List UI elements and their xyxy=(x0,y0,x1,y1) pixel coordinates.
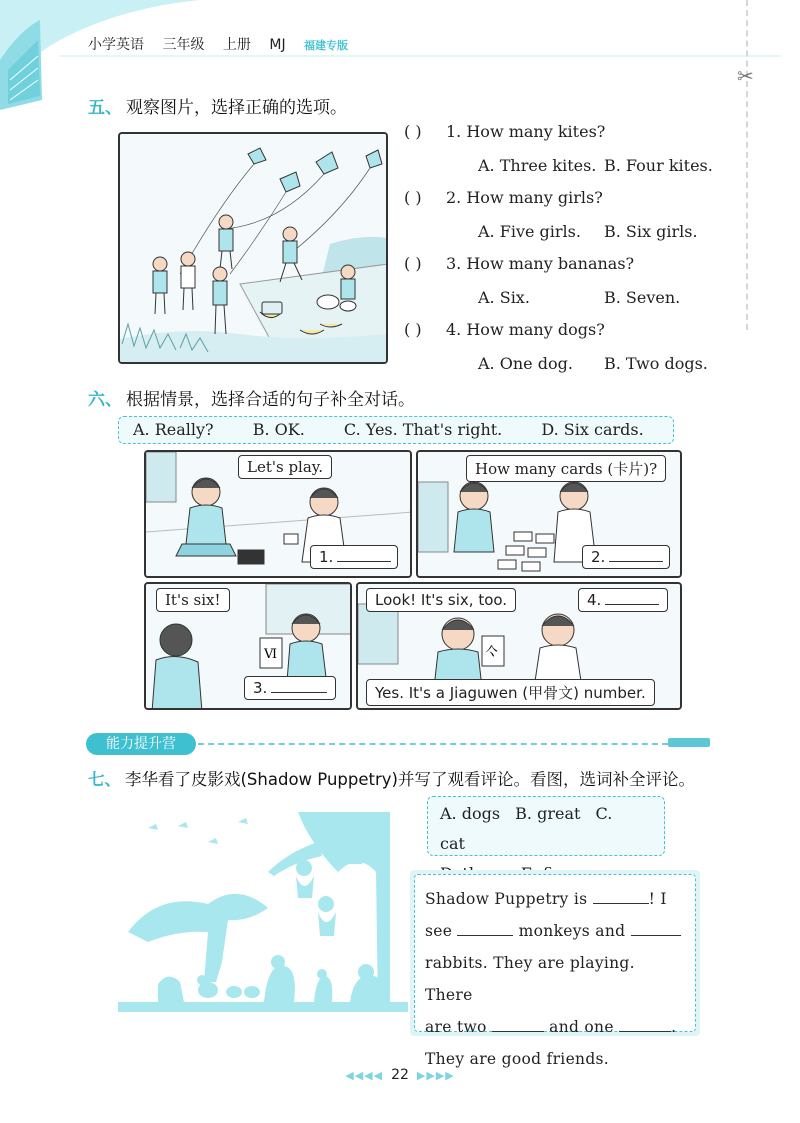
question-3-text: 3. How many bananas? xyxy=(446,254,635,273)
footer-right-arrows: ▶▶▶▶ xyxy=(416,1069,455,1082)
answer-bracket-1[interactable]: ( ) xyxy=(404,122,422,141)
panel-2-blank-label: 2. xyxy=(591,548,606,566)
review-sentence-1-end: ! I xyxy=(648,890,667,908)
question-2-option-a: A. Five girls. xyxy=(478,222,581,241)
header-special-edition: 福建专版 xyxy=(304,39,349,52)
ability-section-label: 能力提升营 xyxy=(86,733,196,755)
panel-3-card-text: Ⅵ xyxy=(264,647,278,662)
page-footer xyxy=(0,1067,800,1083)
question-3 xyxy=(404,254,634,273)
section5-number: 五、 xyxy=(88,98,122,118)
section6-number: 六、 xyxy=(88,390,122,410)
question-3-option-b: B. Seven. xyxy=(604,288,681,307)
review-blank-2[interactable] xyxy=(457,922,513,936)
review-sentence-6-end: . xyxy=(671,1018,677,1036)
question-1-text: 1. How many kites? xyxy=(446,122,606,141)
panel-4-answer-bubble: Yes. It's a Jiaguwen (甲骨文) number. xyxy=(366,679,655,706)
section6-option-a: A. Really? xyxy=(133,420,214,439)
review-box xyxy=(410,870,700,1068)
panel-3-blank-label: 3. xyxy=(253,679,268,697)
question-2 xyxy=(404,188,603,207)
section7-word-box xyxy=(427,796,665,856)
question-4 xyxy=(404,320,605,339)
panel-2-speech-bubble: How many cards (卡片)? xyxy=(466,455,666,482)
word-option-a: A. dogs xyxy=(440,804,501,823)
question-4-option-b: B. Two dogs. xyxy=(604,354,708,373)
footer-left-arrows: ◀◀◀◀ xyxy=(345,1069,384,1082)
question-2-text: 2. How many girls? xyxy=(446,188,603,207)
section6-option-d: D. Six cards. xyxy=(541,420,644,439)
panel-3-answer-blank[interactable] xyxy=(244,676,336,700)
kites-picture xyxy=(118,132,388,364)
review-sentence-3: monkeys and xyxy=(518,922,626,940)
page-number: 22 xyxy=(391,1067,409,1083)
header-grade: 三年级 xyxy=(162,37,205,53)
panel-4-speech-bubble: Look! It's six, too. xyxy=(366,588,516,612)
panel-4-card-text: 亽 xyxy=(485,645,499,660)
panel-4-blank-line xyxy=(605,591,659,605)
word-option-c: C. cat xyxy=(440,804,613,853)
ability-divider xyxy=(198,743,668,745)
panel-2-answer-blank[interactable] xyxy=(582,545,670,569)
panel-4-answer-blank[interactable] xyxy=(578,588,668,612)
review-sentence-2: see xyxy=(425,922,453,940)
answer-bracket-4[interactable]: ( ) xyxy=(404,320,422,339)
panel-2-blank-line xyxy=(609,548,663,562)
section6-option-b: B. OK. xyxy=(252,420,305,439)
panel-3-speech-bubble: It's six! xyxy=(156,588,230,612)
pencil-icon xyxy=(668,738,710,747)
review-sentence-7: They are good friends. xyxy=(425,1050,610,1068)
panel-4-blank-label: 4. xyxy=(587,591,602,609)
question-2-option-b: B. Six girls. xyxy=(604,222,698,241)
panel-1-speech-bubble: Let's play. xyxy=(238,455,332,479)
section6-options-box xyxy=(118,416,674,444)
panel-3-blank-line xyxy=(271,679,327,693)
question-1 xyxy=(404,122,605,141)
review-sentence-6: and one xyxy=(549,1018,614,1036)
section7-instruction: 李华看了皮影戏(Shadow Puppetry)并写了观看评论。看图，选词补全评论。 xyxy=(125,770,695,789)
question-4-option-a: A. One dog. xyxy=(478,354,573,373)
section7-number: 七、 xyxy=(88,770,121,789)
review-blank-3[interactable] xyxy=(631,922,681,936)
question-3-option-a: A. Six. xyxy=(478,288,530,307)
panel-1-blank-line xyxy=(337,548,391,562)
cut-line xyxy=(746,0,748,330)
scissors-icon: ✂ xyxy=(737,64,754,88)
question-1-option-a: A. Three kites. xyxy=(478,156,597,175)
review-sentence-5: are two xyxy=(425,1018,487,1036)
question-4-text: 4. How many dogs? xyxy=(446,320,605,339)
section5-title xyxy=(88,93,347,118)
review-blank-1[interactable] xyxy=(593,890,649,904)
review-blank-5[interactable] xyxy=(619,1018,671,1032)
section6-instruction: 根据情景，选择合适的句子补全对话。 xyxy=(126,390,415,410)
panel-1-blank-label: 1. xyxy=(319,548,334,566)
answer-bracket-3[interactable]: ( ) xyxy=(404,254,422,273)
question-1-option-b: B. Four kites. xyxy=(604,156,713,175)
page-header xyxy=(88,34,362,54)
shadow-puppetry-illustration xyxy=(118,812,408,1012)
review-text xyxy=(414,874,696,1068)
section6-title xyxy=(88,385,415,410)
header-volume: 上册 xyxy=(222,37,251,53)
section5-instruction: 观察图片，选择正确的选项。 xyxy=(126,98,347,118)
word-option-b: B. great xyxy=(515,804,581,823)
header-subject: 小学英语 xyxy=(88,37,144,53)
review-sentence-4: rabbits. They are playing. There xyxy=(425,954,635,1004)
review-blank-4[interactable] xyxy=(492,1018,544,1032)
section7-title xyxy=(88,766,695,790)
kites-scene-illustration xyxy=(120,134,388,364)
review-sentence-1: Shadow Puppetry is xyxy=(425,890,588,908)
section6-option-c: C. Yes. That's right. xyxy=(343,420,503,439)
answer-bracket-2[interactable]: ( ) xyxy=(404,188,422,207)
panel-1-answer-blank[interactable] xyxy=(310,545,398,569)
header-edition-code: MJ xyxy=(269,37,286,53)
